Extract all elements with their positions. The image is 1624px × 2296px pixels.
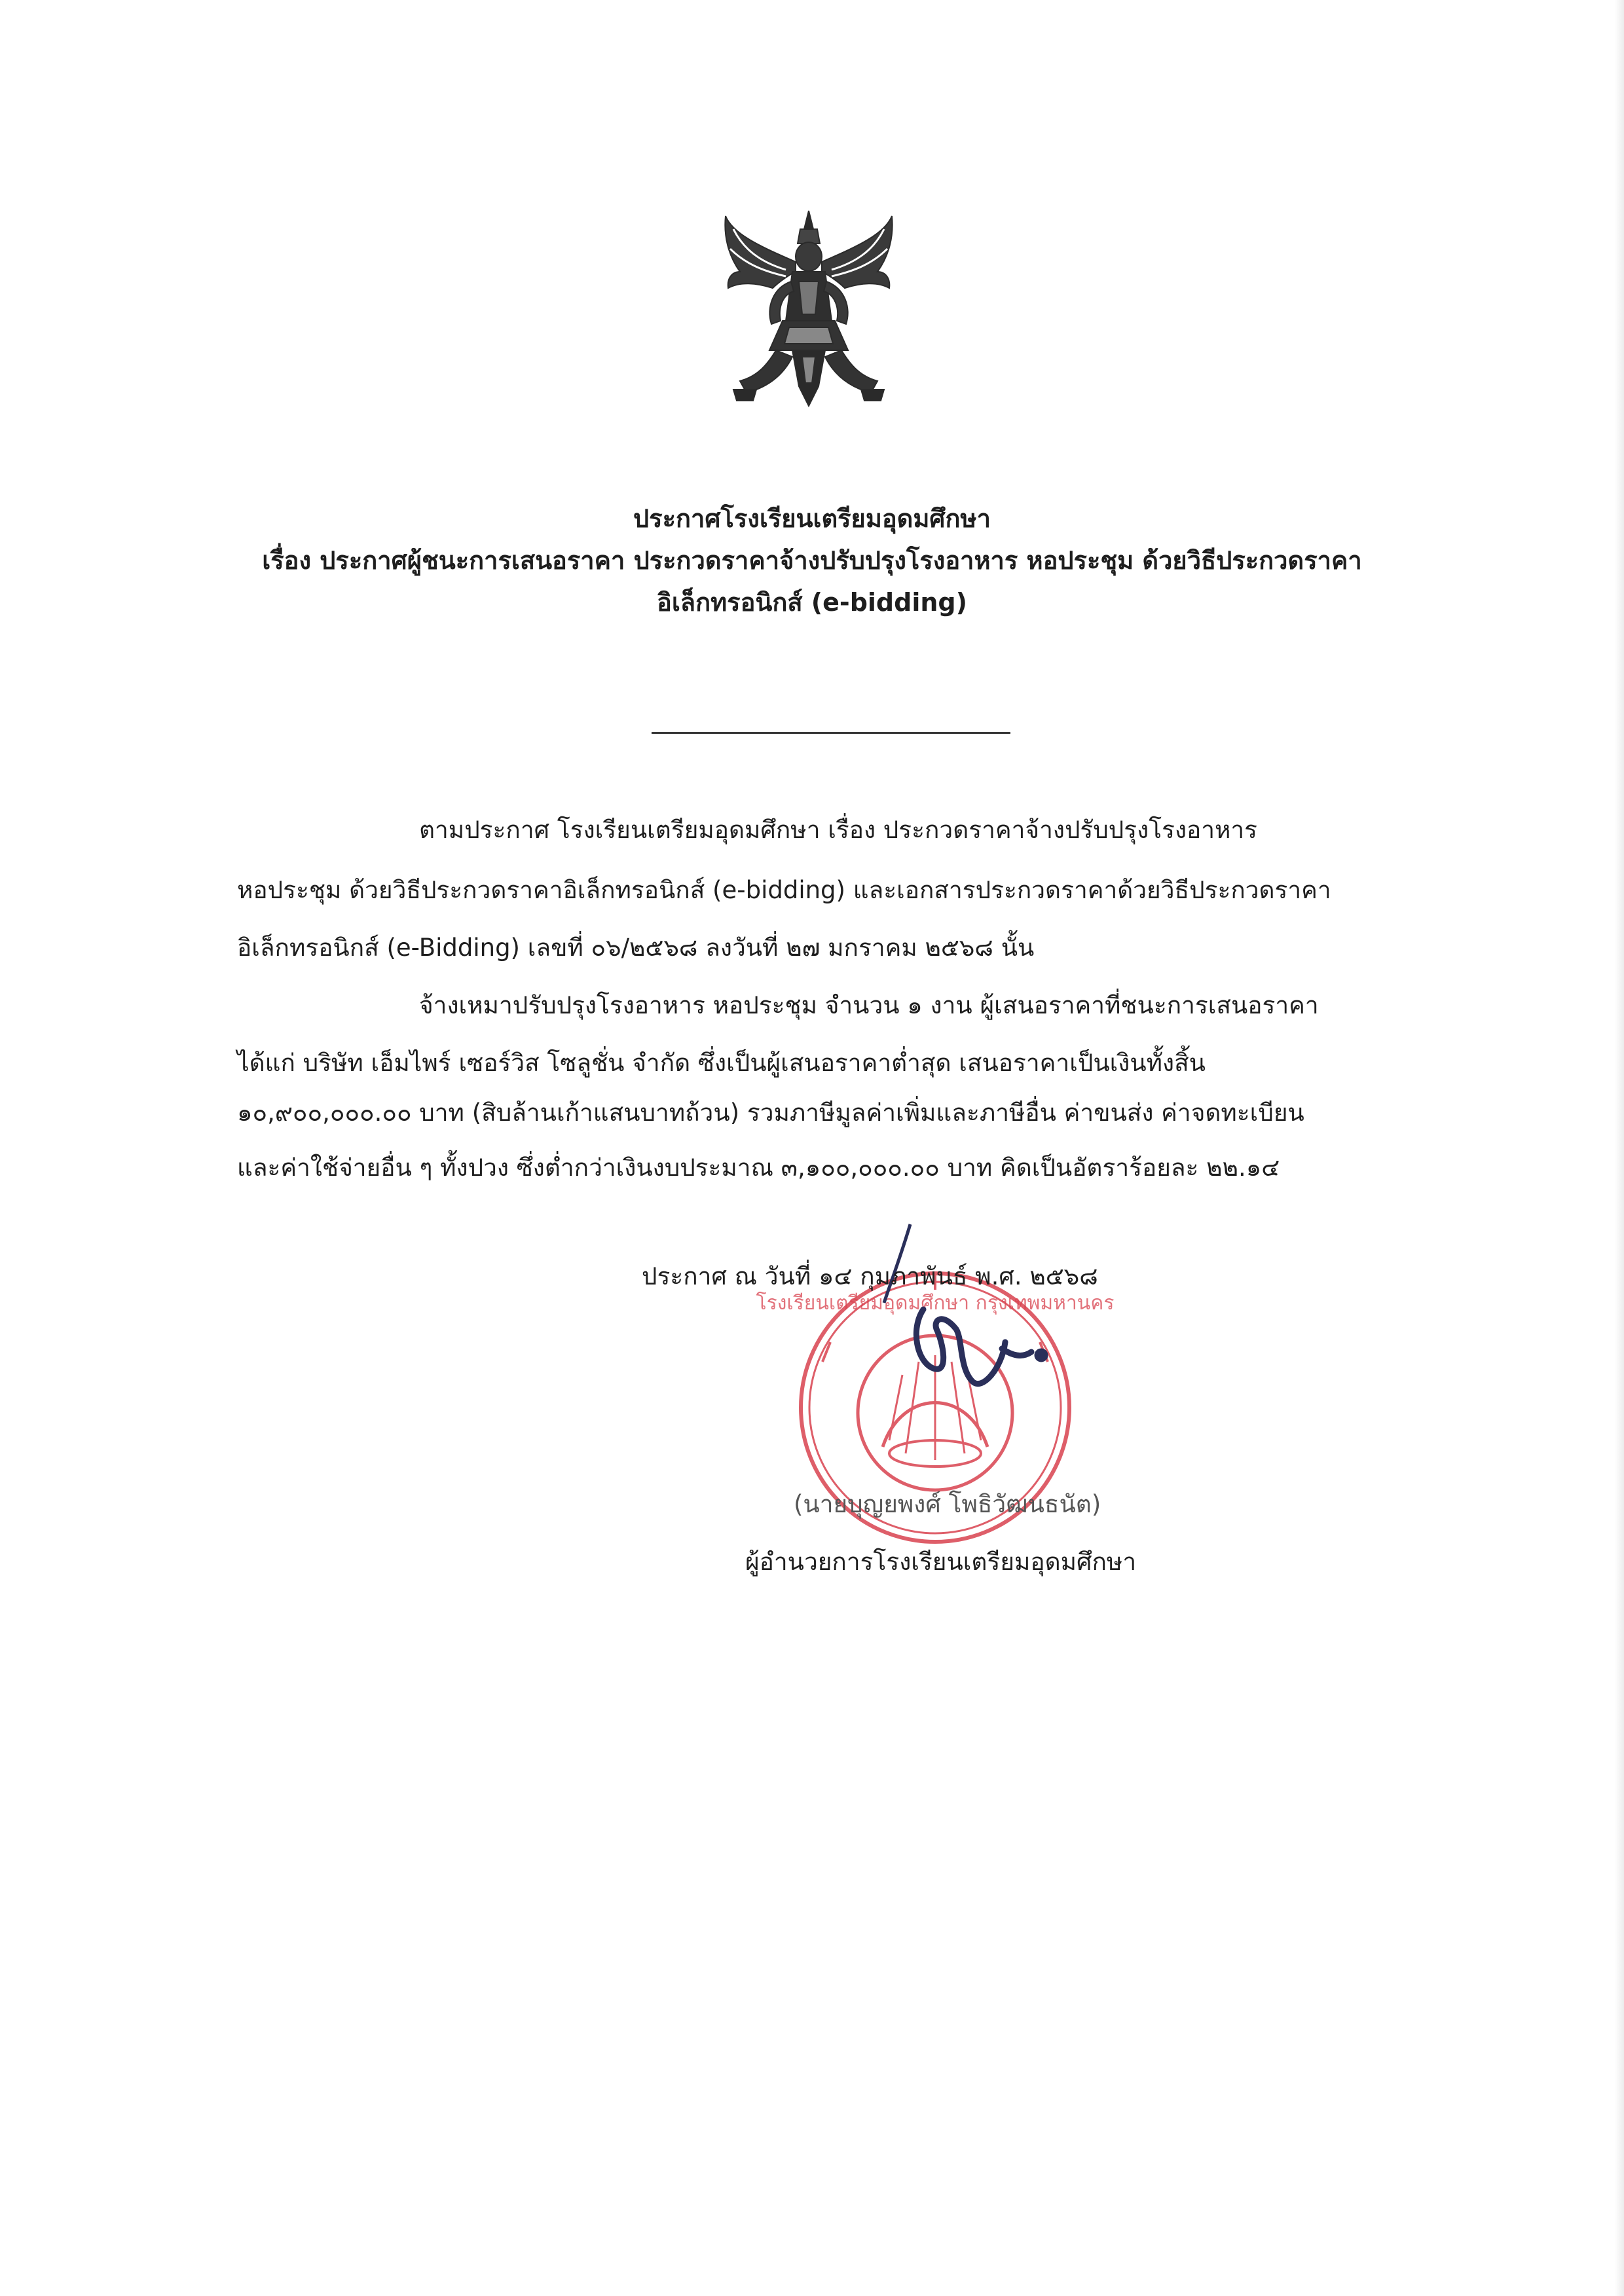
body-line: ได้แก่ บริษัท เอ็มไพร์ เซอร์วิส โซลูชั่น จำกัด ซึ่งเป็นผู้เสนอราคาต่ำสุด เสนอราคาเป็นเงินทั้งสิ้น: [237, 1049, 1206, 1077]
scan-edge: [1615, 0, 1624, 2296]
body-line: จ้างเหมาปรับปรุงโรงอาหาร หอประชุม จำนวน ๑ งาน ผู้เสนอราคาที่ชนะการเสนอราคา: [419, 991, 1319, 1019]
announcement-date: ประกาศ ณ วันที่ ๑๔ กุมภาพันธ์ พ.ศ. ๒๕๖๘: [642, 1262, 1098, 1290]
signatory-name: (นายบุญยพงศ์ โพธิวัฒนธนัต): [794, 1490, 1101, 1518]
seal-text: โรงเรียนเตรียมอุดมศึกษา กรุงเทพมหานคร: [756, 1292, 1115, 1315]
signatory-position: ผู้อำนวยการโรงเรียนเตรียมอุดมศึกษา: [745, 1548, 1137, 1576]
body-line: ๑๐,๙๐๐,๐๐๐.๐๐ บาท (สิบล้านเก้าแสนบาทถ้วน) รวมภาษีมูลค่าเพิ่มและภาษีอื่น ค่าขนส่ง ค่าจดทะเบียน: [237, 1099, 1304, 1127]
body-line: อิเล็กทรอนิกส์ (e-Bidding) เลขที่ ๐๖/๒๕๖๘ ลงวันที่ ๒๗ มกราคม ๒๕๖๘ นั้น: [237, 934, 1035, 962]
subject-line-continued: อิเล็กทรอนิกส์ (e-bidding): [657, 588, 967, 617]
body-line: และค่าใช้จ่ายอื่น ๆ ทั้งปวง ซึ่งต่ำกว่าเงินงบประมาณ ๓,๑๐๐,๐๐๐.๐๐ บาท คิดเป็นอัตราร้อยละ ๒๒.๑๔: [237, 1154, 1280, 1182]
garuda-emblem-icon: [720, 210, 897, 419]
title-line: ประกาศโรงเรียนเตรียมอุดมศึกษา: [633, 504, 991, 533]
body-line: ตามประกาศ โรงเรียนเตรียมอุดมศึกษา เรื่อง ประกวดราคาจ้างปรับปรุงโรงอาหาร: [419, 816, 1258, 844]
body-line: หอประชุม ด้วยวิธีประกวดราคาอิเล็กทรอนิกส์ (e-bidding) และเอกสารประกวดราคาด้วยวิธีประกวดราคา: [237, 876, 1331, 904]
subject-line: เรื่อง ประกาศผู้ชนะการเสนอราคา ประกวดราคาจ้างปรับปรุงโรงอาหาร หอประชุม ด้วยวิธีประกวดราคา: [262, 546, 1362, 575]
announcement-title: [170, 498, 1454, 623]
title-divider: [652, 732, 1010, 734]
